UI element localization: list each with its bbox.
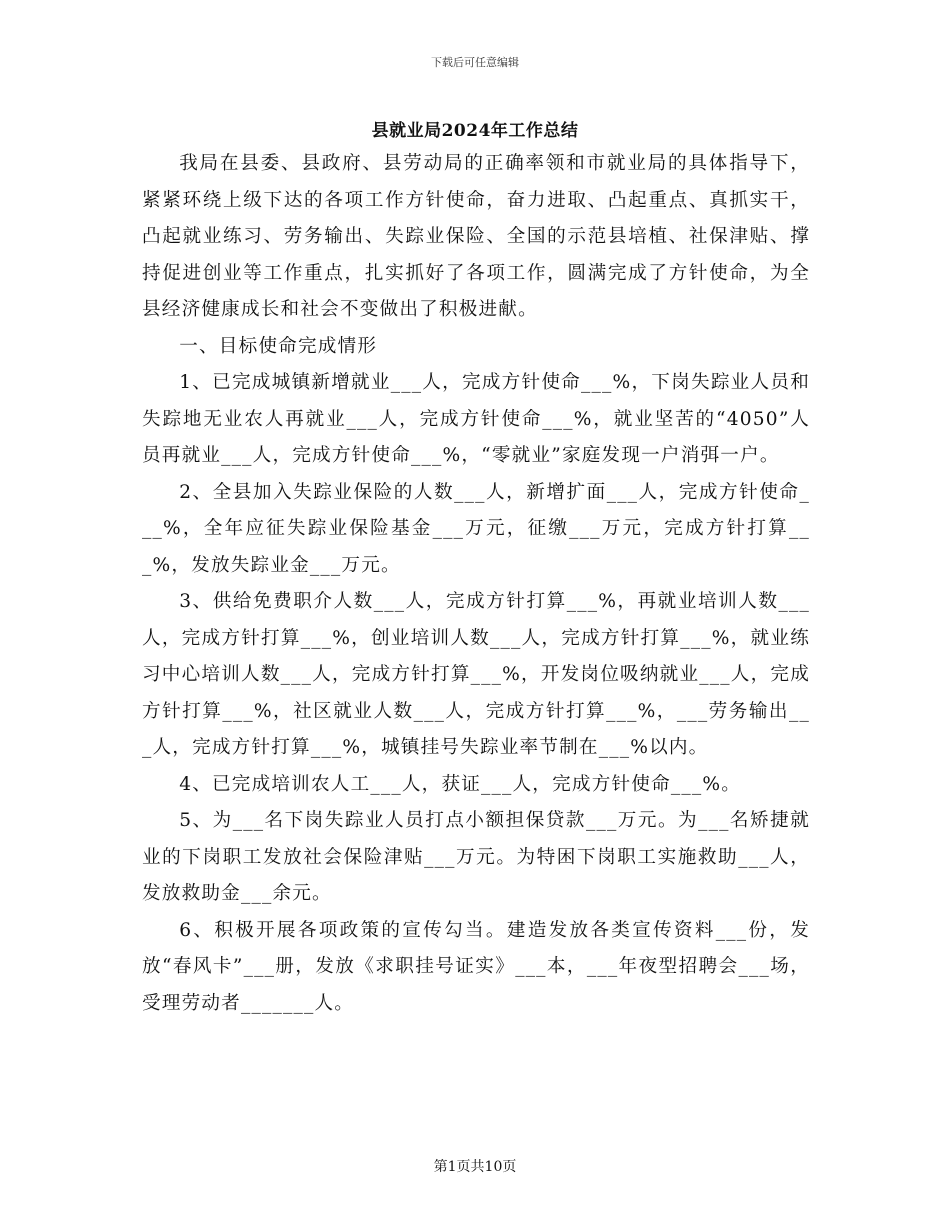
page-number: 第1页共10页 [433, 1159, 517, 1175]
item-paragraph-6: 6、积极开展各项政策的宣传勾当。建造发放各类宣传资料___份，发放“春风卡”___册，发放《求职挂号证实》___本，___年夜型招聘会___场，受理劳动者_______人。 [142, 919, 810, 1014]
item-paragraph-3: 3、供给免费职介人数___人，完成方针打算___%，再就业培训人数___人，完成方针打算___%，创业培训人数___人，完成方针打算___%，就业练习中心培训人数___人，完成方针打算___%，开发岗位吸纳就业___人，完成方针打算___%，社区就业人数___人，完成方针打算___%，___劳务输出___人，完成方针打算___%，城镇挂号失踪业率节制在___%以内。 [142, 591, 810, 758]
item-paragraph-1: 1、已完成城镇新增就业___人，完成方针使命___%，下岗失踪业人员和失踪地无业农人再就业___人，完成方针使命___%，就业坚苦的“4050”人员再就业___人，完成方针使命___%，“零就业”家庭发现一户消弭一户。 [142, 372, 810, 466]
intro-paragraph: 我局在县委、县政府、县劳动局的正确率领和市就业局的具体指导下，紧紧环绕上级下达的各项工作方针使命，奋力进取、凸起重点、真抓实干，凸起就业练习、劳务输出、失踪业保险、全国的示范县培植、社保津贴、撑持促进创业等工作重点，扎实抓好了各项工作，圆满完成了方针使命，为全县经济健康成长和社会不变做出了积极进献。 [142, 153, 810, 320]
document-body [142, 146, 810, 1022]
item-paragraph-5: 5、为___名下岗失踪业人员打点小额担保贷款___万元。为___名矫捷就业的下岗职工发放社会保险津贴___万元。为特困下岗职工实施救助___人，发放救助金___余元。 [142, 810, 810, 904]
item-paragraph-2: 2、全县加入失踪业保险的人数___人，新增扩面___人，完成方针使命___%，全年应征失踪业保险基金___万元，征缴___万元，完成方针打算___%，发放失踪业金___万元。 [142, 481, 810, 576]
item-paragraph-4: 4、已完成培训农人工___人，获证___人，完成方针使命___%。 [179, 773, 742, 795]
document-title: 县就业局2024年工作总结 [371, 121, 579, 141]
section-heading: 一、目标使命完成情形 [179, 335, 378, 357]
header-note: 下载后可任意编辑 [431, 56, 519, 69]
